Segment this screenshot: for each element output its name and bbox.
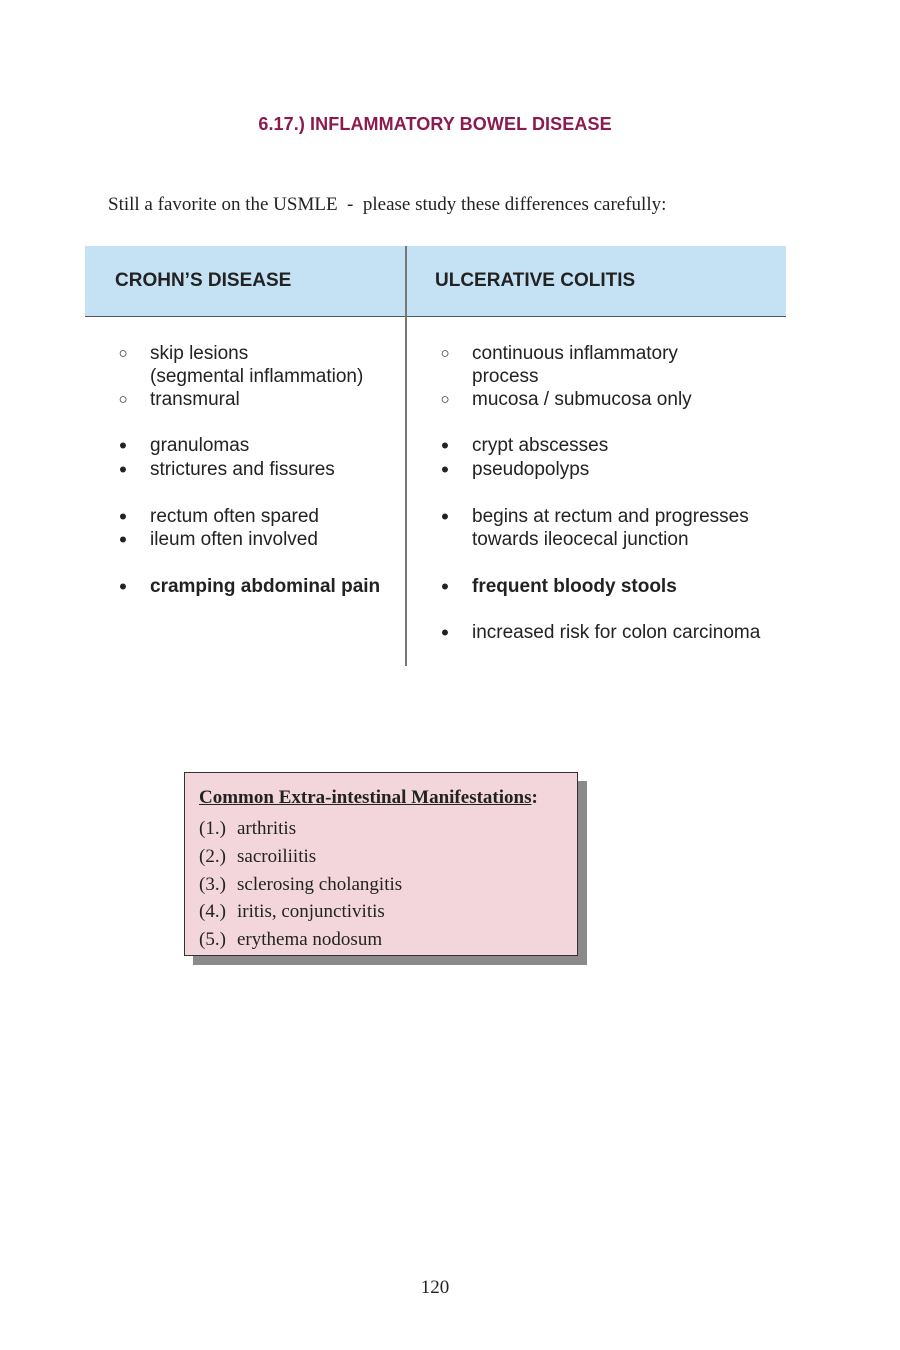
item-text: begins at rectum and progresses bbox=[472, 506, 749, 527]
circle-bullet-icon: ○ bbox=[118, 345, 128, 362]
item-text: (segmental inflammation) bbox=[150, 366, 364, 387]
item-text: cramping abdominal pain bbox=[150, 576, 381, 597]
item-number: (5.) bbox=[199, 929, 226, 951]
header-ulcerative-colitis: ULCERATIVE COLITIS bbox=[435, 270, 636, 291]
bullet-icon: • bbox=[119, 527, 127, 552]
item-text: transmural bbox=[150, 389, 240, 410]
circle-bullet-icon: ○ bbox=[118, 391, 128, 408]
item-number: (1.) bbox=[199, 818, 226, 839]
item-number: (2.) bbox=[199, 845, 226, 867]
column-divider bbox=[405, 246, 407, 666]
item-text: iritis, conjunctivitis bbox=[237, 901, 385, 923]
item-text: sclerosing cholangitis bbox=[237, 873, 403, 895]
bullet-icon: • bbox=[441, 504, 449, 529]
bullet-icon: • bbox=[119, 433, 127, 458]
item-text: towards ileocecal junction bbox=[472, 529, 689, 550]
bullet-icon: • bbox=[441, 457, 449, 482]
item-text: frequent bloody stools bbox=[472, 576, 677, 597]
list-item bbox=[199, 843, 402, 871]
item-text: rectum often spared bbox=[150, 506, 319, 527]
bullet-icon: • bbox=[441, 620, 449, 645]
item-text: strictures and fissures bbox=[150, 459, 335, 480]
intro-text: Still a favorite on the USMLE - please study these differences carefully: bbox=[108, 194, 667, 215]
item-text: granulomas bbox=[150, 435, 250, 456]
manifestations-box bbox=[184, 772, 578, 956]
list-item bbox=[199, 898, 402, 926]
manifestations-title-text: Common Extra-intestinal Manifestations bbox=[199, 787, 532, 808]
bullet-icon: • bbox=[441, 433, 449, 458]
item-text: ileum often involved bbox=[150, 529, 318, 550]
item-number: (4.) bbox=[199, 901, 226, 923]
item-text: pseudopolyps bbox=[472, 459, 590, 480]
table-header bbox=[85, 246, 786, 317]
item-text: crypt abscesses bbox=[472, 435, 609, 456]
bullet-icon: • bbox=[119, 574, 127, 599]
circle-bullet-icon: ○ bbox=[440, 391, 450, 408]
item-text: sacroiliitis bbox=[237, 845, 317, 867]
list-item bbox=[199, 871, 402, 899]
page-number: 120 bbox=[420, 1277, 450, 1298]
bullet-icon: • bbox=[119, 504, 127, 529]
item-text: mucosa / submucosa only bbox=[472, 389, 692, 410]
item-text: arthritis bbox=[237, 818, 297, 839]
item-text: increased risk for colon carcinoma bbox=[472, 622, 761, 643]
item-text: skip lesions bbox=[150, 343, 249, 364]
manifestations-title bbox=[199, 787, 538, 809]
bullet-icon: • bbox=[119, 457, 127, 482]
list-item bbox=[199, 926, 402, 954]
circle-bullet-icon: ○ bbox=[440, 345, 450, 362]
manifestations-title-colon: : bbox=[531, 787, 538, 808]
item-text: process bbox=[472, 366, 539, 387]
section-title: 6.17.) INFLAMMATORY BOWEL DISEASE bbox=[258, 114, 612, 134]
item-number: (3.) bbox=[199, 873, 226, 895]
header-crohns-disease: CROHN’S DISEASE bbox=[115, 270, 292, 291]
list-item bbox=[199, 815, 402, 843]
comparison-table bbox=[85, 246, 786, 666]
item-text: continuous inflammatory bbox=[472, 343, 678, 364]
item-text: erythema nodosum bbox=[237, 929, 383, 951]
manifestations-list bbox=[199, 815, 402, 954]
bullet-icon: • bbox=[441, 574, 449, 599]
